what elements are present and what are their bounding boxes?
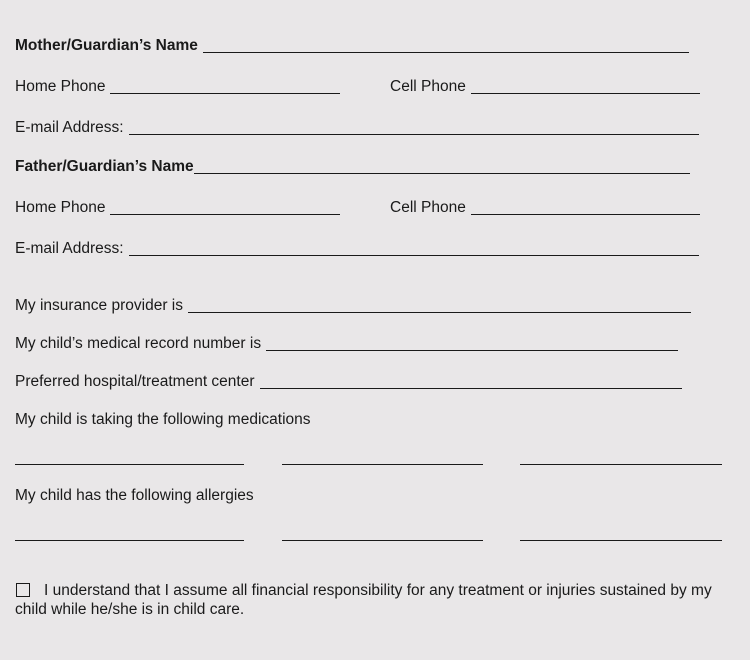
father-name-row: [15, 154, 690, 176]
medication-field-1[interactable]: [15, 464, 244, 465]
medications-label: My child is taking the following medications: [15, 411, 311, 428]
medications-row: [15, 407, 311, 429]
father-cell-phone-field[interactable]: [471, 200, 700, 215]
mother-email-label: E-mail Address:: [15, 119, 124, 136]
father-name-label: Father/Guardian’s Name: [15, 158, 194, 175]
mother-name-row: [15, 33, 689, 55]
mother-home-phone-row: [15, 74, 340, 96]
father-home-phone-field[interactable]: [110, 200, 340, 215]
acknowledgement-block: [15, 581, 725, 619]
hospital-field[interactable]: [260, 374, 682, 389]
father-email-label: E-mail Address:: [15, 240, 124, 257]
acknowledgement-text: I understand that I assume all financial responsibility for any treatment or injuries sustained by my child while he/she is in child care.: [15, 582, 712, 618]
mother-email-field[interactable]: [129, 120, 699, 135]
allergies-row: [15, 483, 254, 505]
insurance-label: My insurance provider is: [15, 297, 183, 314]
father-email-field[interactable]: [129, 241, 699, 256]
mother-cell-phone-row: [390, 74, 700, 96]
insurance-row: [15, 293, 691, 315]
allergy-field-1[interactable]: [15, 540, 244, 541]
medication-field-3[interactable]: [520, 464, 722, 465]
mother-name-label: Mother/Guardian’s Name: [15, 37, 198, 54]
record-number-label: My child’s medical record number is: [15, 335, 262, 352]
allergy-field-3[interactable]: [520, 540, 722, 541]
medication-field-2[interactable]: [282, 464, 483, 465]
record-number-row: [15, 331, 678, 353]
father-email-row: [15, 236, 699, 258]
mother-email-row: [15, 115, 699, 137]
allergies-label: My child has the following allergies: [15, 487, 254, 504]
record-number-field[interactable]: [266, 336, 678, 351]
mother-name-field[interactable]: [203, 38, 689, 53]
mother-cell-phone-field[interactable]: [471, 79, 700, 94]
father-cell-phone-label: Cell Phone: [390, 199, 466, 216]
hospital-row: [15, 369, 682, 391]
insurance-field[interactable]: [188, 298, 691, 313]
father-cell-phone-row: [390, 195, 700, 217]
hospital-label: Preferred hospital/treatment center: [15, 373, 255, 390]
mother-cell-phone-label: Cell Phone: [390, 78, 466, 95]
father-home-phone-label: Home Phone: [15, 199, 106, 216]
mother-home-phone-label: Home Phone: [15, 78, 106, 95]
allergy-field-2[interactable]: [282, 540, 483, 541]
father-name-field[interactable]: [194, 159, 690, 174]
father-home-phone-row: [15, 195, 340, 217]
mother-home-phone-field[interactable]: [110, 79, 340, 94]
